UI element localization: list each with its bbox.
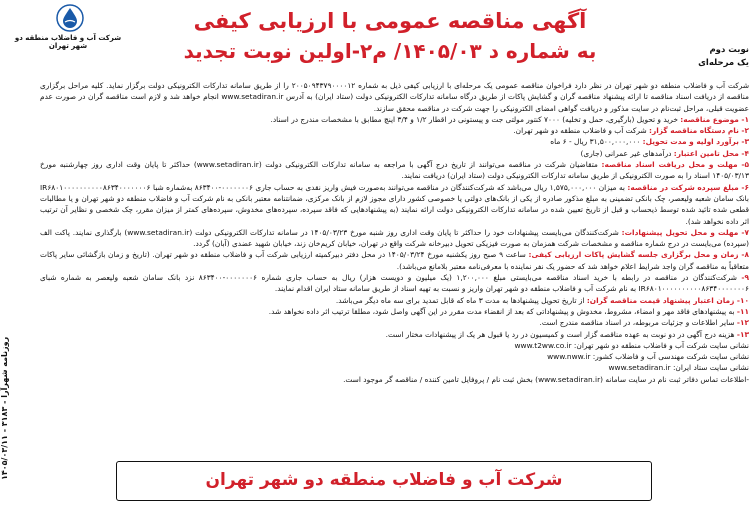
- notice-item: [40, 272, 749, 295]
- notice-item-text: متقاضیان شرکت در مناقصه می‌توانند از تاریخ درج آگهی با مراجعه به سامانه تدارکات الکترونیکی دولت (www.setadiran.ir) حداکثر تا پایان وقت اداری روز چهارشنبه مورخ ۱۴۰۵/۰۳/۱۳ اسناد را به صورت الکترونیکی از طریق سامانه تدارکات الکترونیکی دولت (ستاد ایران) دریافت نمایند.: [40, 160, 749, 181]
- notice-item: [40, 374, 749, 385]
- notice-item-label: ۷- مهلت و محل تحویل پیشنهادات:: [621, 227, 749, 237]
- notice-item-label: ۵- مهلت و محل دریافت اسناد مناقصه:: [601, 160, 749, 170]
- notice-item-text: شرکت‌کنندگان می‌بایست پیشنهادات خود را حداکثر تا پایان وقت اداری روز شنبه مورخ ۱۴۰۵/۰۳/۲۳ در سامانه تدارکات الکترونیکی دولت (www.setadiran.ir) بارگذاری نمایند. پاکت الف (سپرده) می‌بایست در درج شماره مناقصه و مشخصات شرکت همزمان به صورت فیزیکی تحویل دبیرخانه شرکت واقع در تهران، خیابان کریم‌خان زند، خیابان شهید عضدی (آبان) گردد.: [40, 227, 749, 249]
- notice-item-text: درآمدهای غیر عمرانی (جاری): [580, 148, 672, 158]
- notice-item-label: ۳- برآورد اولیه و مدت تحویل:: [642, 137, 749, 147]
- notice-item-label: ۱- موضوع مناقصه:: [680, 114, 749, 124]
- notice-item-text: خرید و تحویل (بارگیری، حمل و تخلیه) ۷۰۰۰ کنتور مولتی جت و پیستونی در اقطار ۱/۲ و ۳/۴ اینچ مطابق با مشخصات مندرج در اسناد.: [270, 114, 678, 124]
- notice-item: [40, 148, 749, 159]
- notice-item: [40, 182, 749, 227]
- notice-item: [40, 306, 749, 317]
- notice-item-label: ۹-: [741, 273, 749, 283]
- footer-company-name: شرکت آب و فاضلاب منطقه دو شهر تهران: [205, 470, 563, 490]
- footer-box: [116, 461, 652, 501]
- notice-item: [40, 329, 749, 340]
- company-logo: [8, 4, 128, 54]
- notice-item: [40, 125, 749, 136]
- stage-label: یک مرحله‌ای: [698, 58, 749, 68]
- notice-item-text: به پیشنهادهای فاقد مهر و امضاء، مشروط، مخدوش و پیشنهاداتی که بعد از انقضاء مدت مقرر در این آگهی واصل شود، مطلقا ترتیب اثر داده نخواهد شد.: [268, 306, 735, 316]
- notice-item-text: سایر اطلاعات و جزئیات مربوطه، در اسناد مناقصه مندرج است.: [539, 318, 735, 328]
- notice-item-label: ۴- محل تامین اعتبار:: [673, 148, 749, 158]
- round-label: نوبت دوم: [709, 45, 749, 55]
- notice-item-label: ۱۰- زمان اعتبار پیشنهاد قیمت مناقصه گران:: [586, 295, 749, 305]
- logo-caption: شرکت آب و فاضلاب منطقه دو شهر تهران: [14, 34, 122, 50]
- notice-item: [40, 159, 749, 182]
- notice-item: [40, 362, 749, 373]
- notice-item-text: نشانی سایت شرکت آب و فاضلاب منطقه دو شهر تهران: www.t2ww.co.ir: [514, 340, 749, 350]
- notice-item-label: ۲- نام دستگاه مناقصه گزار:: [649, 126, 749, 136]
- notice-body: [40, 80, 749, 452]
- notice-item: [40, 136, 749, 147]
- notice-items: [40, 114, 749, 385]
- notice-item-text: به میزان ۱,۵۷۵,۰۰۰,۰۰۰ ریال می‌باشد که شرکت‌کنندگان در مناقصه می‌توانند به‌صورت فیش واریز نقدی به حساب جاری ۰۰۰۰۰۰۰۶-۸۶۳۴۰۰ به‌شماره شبا IR۶۸۰۱۰۰۰۰۰۰۰۰۰۰۸۶۳۴۰۰۰۰۰۰۰۶ بانک سامان شعبه ولیعصر، چک بانکی تضمینی به مبلغ مذکور صادره از یکی از بانک‌های دولتی یا خصوصی کشور دارای مجوز لازم از بانک مرکزی، ضمانتنامه معتبر بانکی به نام شرکت آب و فاضلاب منطقه دو شهر تهران و یا مطالبات قطعی شده تائید شده توسط ذیحساب و قبل از تاریخ تعیین شده در سامانه تدارکات الکترونیکی دولت ارائه نمایند (به پیشنهادهایی که فاقد سپرده، سپرده‌های مخدوش، سپرده‌های کمتر از میزان مقرر، چک شخصی و نظایر آن ترتیب اثر داده نخواهد شد).: [40, 182, 749, 226]
- notice-item-text: از تاریخ تحویل پیشنهادها به مدت ۳ ماه که قابل تمدید برای سه ماه دیگر می‌باشد.: [335, 295, 585, 305]
- notice-subtitle: به شماره د ۱۴۰۵/۰۳/ م۲-اولین نوبت تجدید: [183, 39, 597, 63]
- notice-title: آگهی مناقصه عمومی با ارزیابی کیفی: [193, 9, 587, 33]
- intro-paragraph: شرکت آب و فاضلاب منطقه دو شهر تهران در نظر دارد فراخوان مناقصه عمومی یک مرحله‌ای با ارزیابی کیفی ذیل به شماره ۲۰۰۵۰۹۴۳۷۹۰۰۰۰۱۲ را از طریق سامانه تدارکات الکترونیکی دولت برگزار نماید. کلیه مراحل برگزاری مناقصه از دریافت اسناد مناقصه تا ارائه پیشنهاد مناقصه گران و گشایش پاکات از طریق درگاه سامانه تدارکات الکترونیکی دولت (ستاد ایران) به آدرس www.setadiran.ir انجام خواهد شد و لازم است مناقصه گران در صورت عدم عضویت قبلی، مراحل ثبت‌نام در سایت مذکور و دریافت گواهی امضای الکترونیکی را جهت شرکت در مناقصه محقق سازند.: [40, 81, 749, 113]
- notice-item: [40, 114, 749, 125]
- notice-item-text: نشانی سایت ستاد ایران: www.setadiran.ir: [608, 363, 749, 373]
- notice-item: [40, 249, 749, 272]
- notice-item-text: -اطلاعات تماس دفاتر ثبت نام در سایت سامانه (www.setadiran.ir) بخش ثبت نام / پروفایل تامین کننده / مناقصه گر موجود است.: [343, 374, 749, 384]
- notice-item-text: شرکت‌کنندگان در مناقصه در رابطه با خرید اسناد مناقصه می‌بایستی مبلغ ۱,۲۰۰,۰۰۰ (یک میلیون و دویست هزار) ریال به حساب جاری شماره ۰۰۰۰۰۰۰۶-۸۶۳۴۰۰ نزد بانک سامان شعبه ولیعصر به شماره شبای IR۶۸۰۱۰۰۰۰۰۰۰۰۰۰۸۶۳۴۰۰۰۰۰۰۰۶ به نام شرکت آب و فاضلاب منطقه دو شهر تهران واریز و نسبت به تهیه اسناد از طریق سامانه ستاد ایران اقدام نمایند.: [40, 273, 749, 294]
- notice-item-text: هزینه درج آگهی در دو نوبت به عهده مناقصه گزار است و کمیسیون در رد یا قبول هر یک از پیشنهادات مختار است.: [385, 329, 735, 339]
- notice-item-text: ساعت ۹ صبح روز یکشنبه مورخ ۱۴۰۵/۰۳/۲۴ در محل دفتر دبیرکمیته ارزیابی شرکت آب و فاضلاب منطقه دو شهر تهران. (تاریخ و زمان بازگشائی سایر پاکات متعاقباً به مناقصه گران واجد شرایط اعلام خواهد شد که حضور یک نفر نماینده با معرفی‌نامه معتبر بلامانع می‌باشد).: [40, 250, 749, 271]
- notice-item: [40, 295, 749, 306]
- notice-item: [40, 340, 749, 351]
- notice-item-label: ۱۱-: [736, 306, 749, 316]
- notice-item-text: نشانی سایت شرکت مهندسی آب و فاضلاب کشور: www.nww.ir: [547, 352, 749, 362]
- publication-date: روزنامه شهرآرا - ۳۱۸۳ - ۱۴۰۵/۰۳/۱۱: [0, 336, 9, 480]
- notice-item-text: ۳۱,۵۰۰,۰۰۰,۰۰۰ ریال - ۶ ماه: [550, 137, 641, 147]
- notice-item-label: ۸- زمان و محل برگزاری جلسه گشایش پاکات ارزیابی کیفی:: [528, 250, 749, 260]
- notice-item: [40, 227, 749, 250]
- water-drop-logo-icon: [56, 4, 84, 32]
- notice-item-text: شرکت آب و فاضلاب منطقه دو شهر تهران.: [513, 126, 647, 136]
- notice-item: [40, 317, 749, 328]
- notice-item-label: ۶- مبلغ سپرده شرکت در مناقصه:: [627, 182, 749, 192]
- notice-item-label: ۱۳-: [736, 329, 749, 339]
- notice-item: [40, 351, 749, 362]
- notice-round-box: [679, 44, 749, 70]
- notice-item-label: ۱۲-: [736, 318, 749, 328]
